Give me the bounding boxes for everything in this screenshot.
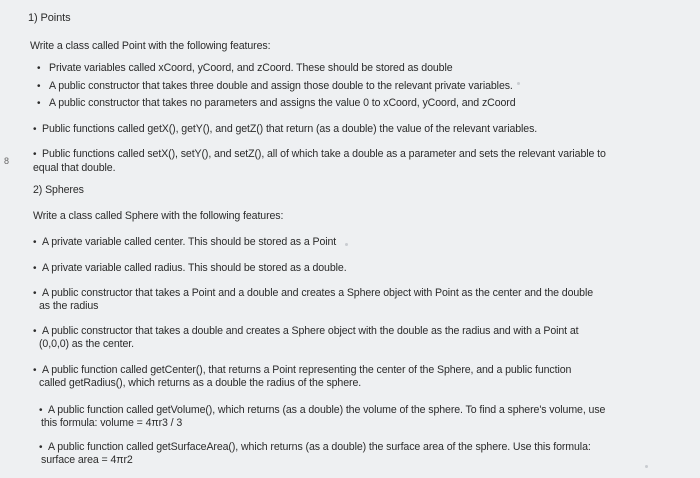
spheres-bullet-4-line-1: A public constructor that takes a double and creates a Sphere object with the double as the radius and with a Point at bbox=[42, 325, 579, 337]
bullet-icon: • bbox=[37, 98, 41, 109]
bullet-icon: • bbox=[39, 405, 43, 416]
spheres-bullet-5-line-1: A public function called getCenter(), that returns a Point representing the center of the Sphere, and a public function bbox=[42, 364, 572, 376]
spheres-bullet-7-line-2: surface area = 4πr2 bbox=[41, 454, 133, 466]
spheres-bullet-3-line-1: A public constructor that takes a Point and a double and creates a Sphere object with Point as the center and the double bbox=[42, 287, 594, 299]
points-bullet-3: A public constructor that takes no parameters and assigns the value 0 to xCoord, yCoord, and zCoord bbox=[49, 97, 516, 109]
section-title-points: 1) Points bbox=[28, 12, 71, 24]
scan-speck bbox=[645, 465, 648, 468]
bullet-icon: • bbox=[33, 365, 37, 376]
margin-mark: 8 bbox=[4, 156, 10, 166]
bullet-icon: • bbox=[37, 63, 41, 74]
bullet-icon: • bbox=[33, 288, 37, 299]
scan-speck bbox=[517, 82, 520, 85]
points-bullet-5-line-1: Public functions called setX(), setY(), and setZ(), all of which take a double as a parameter and sets the relevant variable to bbox=[42, 148, 606, 160]
spheres-bullet-7-line-1: A public function called getSurfaceArea(), which returns (as a double) the surface area of the sphere. Use this formula: bbox=[48, 441, 591, 453]
spheres-bullet-5-line-2: called getRadius(), which returns as a double the radius of the sphere. bbox=[39, 377, 362, 389]
bullet-icon: • bbox=[33, 124, 37, 135]
bullet-icon: • bbox=[37, 81, 41, 92]
bullet-icon: • bbox=[33, 263, 37, 274]
bullet-icon: • bbox=[33, 149, 37, 160]
spheres-intro: Write a class called Sphere with the following features: bbox=[33, 210, 284, 222]
spheres-bullet-3-line-2: as the radius bbox=[39, 300, 99, 312]
points-intro: Write a class called Point with the following features: bbox=[30, 40, 271, 52]
scan-speck bbox=[345, 243, 348, 246]
points-bullet-1: Private variables called xCoord, yCoord, and zCoord. These should be stored as double bbox=[49, 62, 453, 74]
bullet-icon: • bbox=[33, 237, 37, 248]
spheres-bullet-2: A private variable called radius. This should be stored as a double. bbox=[42, 262, 347, 274]
spheres-bullet-1: A private variable called center. This should be stored as a Point bbox=[42, 236, 337, 248]
points-bullet-2: A public constructor that takes three double and assign those double to the relevant private variables. bbox=[49, 80, 513, 92]
points-bullet-5-line-2: equal that double. bbox=[33, 162, 116, 174]
spheres-bullet-6-line-2: this formula: volume = 4πr3 / 3 bbox=[41, 417, 183, 429]
bullet-icon: • bbox=[33, 326, 37, 337]
spheres-bullet-6-line-1: A public function called getVolume(), which returns (as a double) the volume of the sphere. To find a sphere's volume, use bbox=[48, 404, 606, 416]
spheres-bullet-4-line-2: (0,0,0) as the center. bbox=[39, 338, 134, 350]
bullet-icon: • bbox=[39, 442, 43, 453]
section-title-spheres: 2) Spheres bbox=[33, 184, 84, 196]
points-bullet-4: Public functions called getX(), getY(), and getZ() that return (as a double) the value of the relevant variables. bbox=[42, 123, 538, 135]
